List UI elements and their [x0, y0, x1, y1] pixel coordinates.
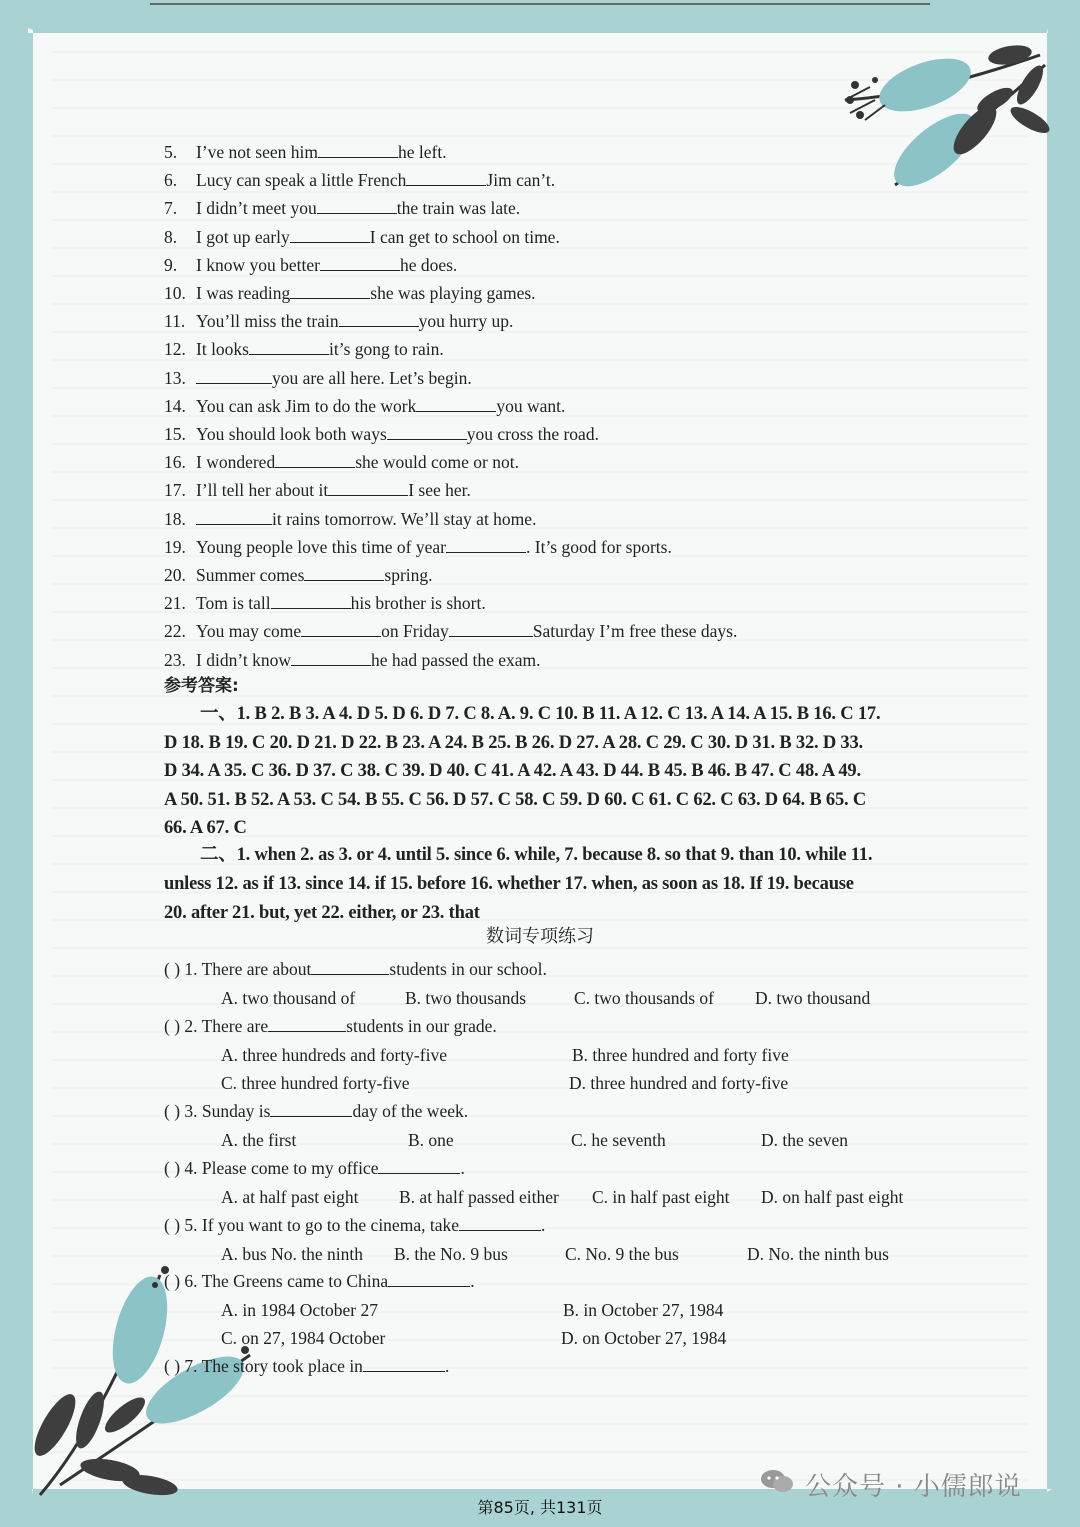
line-number: 16. [164, 452, 186, 473]
answer-blank [328, 481, 408, 496]
text-segment: students in our grade. [346, 1016, 497, 1036]
answer-option: C. on 27, 1984 October [221, 1328, 386, 1348]
line-text [196, 423, 599, 445]
answer-blank [459, 1216, 541, 1231]
line-text [196, 564, 433, 586]
answer-blank [387, 425, 467, 440]
line-text [196, 254, 457, 276]
line-number: 18. [164, 508, 186, 529]
line-number: 8. [164, 226, 178, 247]
wechat-icon [760, 1468, 794, 1494]
answer-option: C. two thousands of [574, 987, 714, 1008]
answer-line: 66. A 67. C [164, 818, 247, 838]
answer-blank [304, 566, 384, 581]
text-segment: You should look both ways [196, 424, 387, 444]
line-number: 12. [164, 339, 186, 360]
answer-option: B. two thousands [405, 987, 527, 1008]
text-segment: You can ask Jim to do the work [196, 395, 417, 416]
answer-option: C. No. 9 the bus [565, 1243, 679, 1264]
answer-blank [249, 340, 329, 355]
text-segment: I’ve not seen him [196, 142, 318, 162]
answer-option: C. three hundred forty-five [221, 1073, 410, 1093]
answer-option: A. two thousand of [221, 987, 356, 1008]
text-segment: Jim can’t. [486, 170, 556, 191]
answer-blank [378, 1159, 460, 1174]
text-segment: I got up early [196, 226, 290, 247]
text-segment: on Friday [381, 621, 449, 642]
line-number: 13. [164, 367, 186, 388]
answer-blank [290, 284, 370, 299]
answer-option: B. one [408, 1129, 454, 1150]
line-text [196, 169, 555, 191]
text-segment: he left. [397, 142, 447, 162]
answer-option: A. in 1984 October 27 [221, 1299, 378, 1320]
text-segment: You’ll miss the train [196, 311, 339, 332]
answer-line: unless 12. as if 13. since 14. if 15. before 16. whether 17. when, as soon as 18. If 19. because [164, 874, 854, 894]
question-stem [164, 1214, 545, 1236]
text-segment: Tom is tall [196, 593, 271, 614]
line-number: 5. [164, 142, 178, 162]
line-text [196, 197, 520, 219]
line-number: 9. [164, 254, 178, 275]
answer-line: 一、1. B 2. B 3. A 4. D 5. D 6. D 7. C 8. A. 9. C 10. B 11. A 12. C 13. A 14. A 15. B 16. C 17. [200, 704, 881, 724]
answer-line: A 50. 51. B 52. A 53. C 54. B 55. C 56. D 57. C 58. C 59. D 60. C 61. C 62. C 63. D 64. B 65. C [164, 789, 867, 810]
question-stem [164, 1270, 475, 1292]
text-segment: I’ll tell her about it [196, 480, 329, 501]
text-segment: it rains tomorrow. We’ll stay at home. [272, 508, 537, 529]
line-text [196, 395, 565, 417]
answers-title: 参考答案: [164, 676, 239, 696]
line-number: 6. [164, 170, 178, 191]
text-segment: his brother is short. [350, 593, 486, 614]
text-segment: it’s gong to rain. [329, 339, 444, 360]
answer-blank [320, 256, 400, 271]
line-text [196, 367, 472, 389]
line-text [196, 310, 513, 332]
text-segment: ( ) 5. If you want to go to the cinema, take [164, 1215, 459, 1235]
question-stem [164, 1100, 468, 1122]
answer-option: A. the first [221, 1129, 297, 1150]
answer-blank [275, 453, 355, 468]
answer-option: D. on October 27, 1984 [561, 1328, 727, 1348]
answer-option: B. at half passed either [399, 1186, 559, 1207]
answer-option: B. the No. 9 bus [394, 1243, 508, 1264]
answer-option: D. the seven [761, 1129, 848, 1150]
text-segment: I know you better [196, 254, 320, 275]
text-segment: I didn’t meet you [196, 198, 317, 219]
text-segment: . [470, 1271, 475, 1291]
text-segment: I wondered [196, 452, 276, 473]
text-segment: . [444, 1356, 450, 1376]
text-segment: you hurry up. [418, 311, 514, 332]
line-number: 19. [164, 536, 186, 557]
answer-option: C. he seventh [571, 1129, 666, 1150]
line-text [196, 338, 444, 360]
page-footer: 第85页, 共131页 [477, 1498, 603, 1517]
text-segment: students in our school. [389, 959, 547, 979]
answer-blank [268, 1017, 346, 1032]
text-segment: . [540, 1215, 546, 1235]
text-segment: ( ) 3. Sunday is [164, 1101, 271, 1121]
text-segment: he had passed the exam. [370, 649, 541, 670]
text-segment: It looks [196, 339, 249, 360]
text-segment: ( ) 2. There are [164, 1016, 269, 1036]
answer-blank [339, 312, 419, 327]
answer-blank [416, 397, 496, 412]
answer-blank [301, 622, 381, 637]
line-number: 7. [164, 198, 178, 219]
text-segment: spring. [384, 565, 433, 585]
watermark: 公众号 · 小儒郎说 [805, 1472, 1022, 1502]
line-number: 17. [164, 480, 186, 501]
text-segment: Summer comes [196, 565, 305, 585]
text-segment: I was reading [196, 283, 291, 303]
answer-blank [311, 960, 389, 975]
text-segment: I see her. [408, 480, 471, 501]
answer-option: D. No. the ninth bus [747, 1243, 889, 1264]
question-stem [164, 1157, 465, 1179]
text-segment: the train was late. [396, 198, 521, 219]
question-stem [164, 1015, 497, 1037]
answer-blank [446, 538, 526, 553]
answer-blank [270, 1102, 352, 1117]
answer-blank [196, 369, 272, 384]
answer-option: B. three hundred and forty five [572, 1044, 789, 1065]
answer-blank [363, 1357, 445, 1372]
answer-option: A. at half past eight [221, 1186, 359, 1207]
text-segment: . [460, 1158, 465, 1178]
text-segment: ( ) 1. There are about [164, 959, 312, 979]
line-number: 14. [164, 395, 186, 416]
line-text [196, 479, 471, 501]
line-text [196, 141, 447, 163]
text-segment: you want. [496, 395, 566, 416]
answer-blank [317, 199, 397, 214]
text-segment: she would come or not. [355, 452, 519, 473]
answer-option: D. two thousand [755, 987, 871, 1008]
text-segment: Young people love this time of year [196, 536, 446, 557]
line-number: 10. [164, 283, 186, 303]
text-segment: I can get to school on time. [369, 226, 560, 247]
answer-line: D 18. B 19. C 20. D 21. D 22. B 23. A 24. B 25. B 26. D 27. A 28. C 29. C 30. D 31. B 32. D 33. [164, 732, 863, 753]
answer-blank [388, 1272, 470, 1287]
answer-line: D 34. A 35. C 36. D 37. C 38. C 39. D 40. C 41. A 42. A 43. D 44. B 45. B 46. B 47. C 48. A 49. [164, 761, 861, 781]
answer-option: C. in half past eight [592, 1186, 730, 1207]
text-segment: ( ) 7. The story took place in [164, 1356, 363, 1376]
answer-blank [449, 622, 533, 637]
text-segment: she was playing games. [370, 283, 536, 303]
line-number: 23. [164, 649, 186, 670]
answer-option: D. on half past eight [761, 1186, 904, 1207]
answer-blank [290, 228, 370, 243]
line-number: 21. [164, 593, 186, 614]
question-stem [164, 958, 547, 980]
answer-option: A. three hundreds and forty-five [221, 1044, 447, 1065]
line-text [196, 226, 560, 248]
text-segment: You may come [196, 621, 302, 642]
line-text [196, 592, 486, 614]
line-text [196, 451, 519, 473]
answer-blank [406, 171, 486, 186]
answer-option: A. bus No. the ninth [221, 1243, 363, 1264]
answer-blank [291, 651, 371, 666]
answer-option: D. three hundred and forty-five [569, 1073, 789, 1093]
text-segment: ( ) 6. The Greens came to China [164, 1271, 389, 1291]
answer-line: 二、1. when 2. as 3. or 4. until 5. since 6. while, 7. because 8. so that 9. than 10. while 11. [200, 845, 873, 865]
line-text [196, 536, 672, 558]
line-number: 11. [164, 311, 186, 332]
text-segment: he does. [399, 254, 458, 275]
line-text [196, 282, 536, 304]
line-text [196, 620, 737, 642]
line-number: 22. [164, 621, 186, 642]
answer-blank [271, 594, 351, 609]
text-segment: day of the week. [352, 1101, 469, 1121]
text-segment: I didn’t know [196, 649, 291, 670]
text-segment: Lucy can speak a little French [196, 170, 407, 191]
answer-blank [318, 143, 398, 158]
answer-line: 20. after 21. but, yet 22. either, or 23. that [164, 903, 480, 923]
answer-option: B. in October 27, 1984 [563, 1299, 724, 1320]
line-text [196, 649, 541, 671]
text-segment: Saturday I’m free these days. [532, 621, 738, 642]
answer-blank [196, 510, 272, 525]
line-text [196, 508, 536, 530]
question-stem [164, 1355, 449, 1377]
text-segment: you cross the road. [466, 424, 599, 444]
line-number: 20. [164, 565, 186, 585]
section-title: 数词专项练习 [486, 926, 594, 947]
text-segment: you are all here. Let’s begin. [272, 367, 472, 388]
line-number: 15. [164, 424, 186, 444]
text-segment: . It’s good for sports. [526, 536, 672, 557]
text-segment: ( ) 4. Please come to my office [164, 1158, 379, 1178]
